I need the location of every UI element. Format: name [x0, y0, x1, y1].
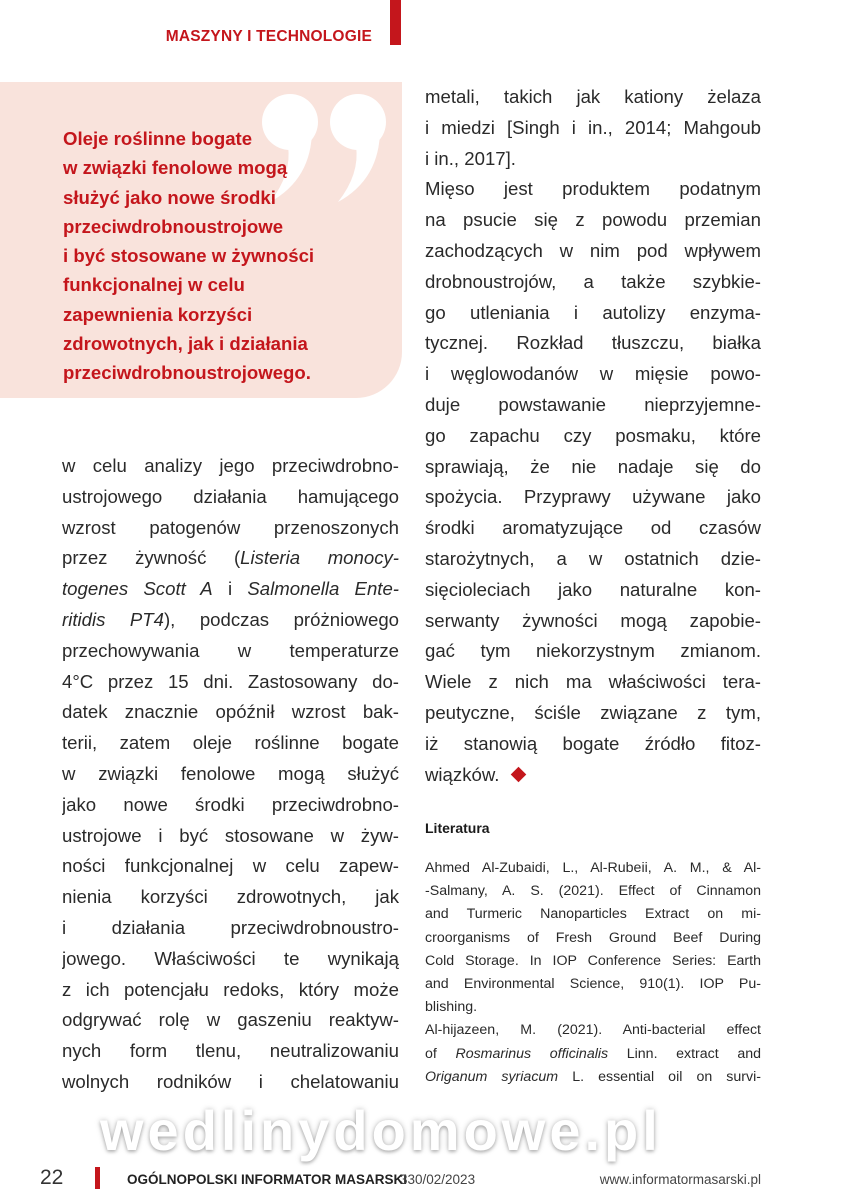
watermark: wedlinydomowe.pl	[100, 1099, 662, 1162]
section-title: MASZYNY I TECHNOLOGIE	[165, 28, 372, 45]
text-segment: metali, takich jak kationy żelaza	[425, 86, 761, 107]
issue-number: 330/02/2023	[400, 1172, 476, 1187]
text-segment: go utleniania i autolizy enzyma-	[425, 301, 761, 323]
text-segment: gać tym niekorzystnym zmianom.	[425, 640, 761, 662]
article-line	[425, 144, 761, 175]
article-line	[425, 729, 761, 760]
pull-quote-line: w związki fenolowe mogą	[63, 157, 288, 179]
article-line	[425, 205, 761, 236]
pull-quote-line: przeciwdrobnoustrojowe	[63, 215, 284, 237]
article-line	[62, 913, 399, 944]
text-segment: nych form tlenu, neutralizowaniu	[62, 1040, 399, 1062]
article-line	[62, 636, 399, 667]
italic-text: Listeria monocy-	[240, 547, 399, 569]
article-line	[425, 267, 761, 298]
text-segment: duje powstawanie nieprzyjemne-	[425, 393, 761, 415]
article-line	[425, 513, 761, 544]
text-segment: L. essential oil on survi-	[558, 1068, 761, 1085]
text-segment: tycznej. Rozkład tłuszczu, białka	[425, 332, 761, 354]
text-segment: serwanty żywności mogą zapobie-	[425, 609, 761, 631]
text-segment: drobnoustrojów, a także szybkie-	[425, 270, 761, 292]
pull-quote-line: funkcjonalnej w celu	[63, 274, 245, 296]
text-segment: i	[212, 578, 248, 600]
pull-quote-line: służyć jako nowe środki	[63, 186, 276, 208]
reference-line	[425, 973, 761, 996]
article-line	[62, 574, 399, 605]
article-line	[62, 482, 399, 513]
article-line	[425, 174, 761, 205]
text-segment: środki aromatyzujące od czasów	[425, 517, 761, 539]
italic-text: Rosmarinus officinalis	[455, 1045, 609, 1062]
article-line	[62, 790, 399, 821]
text-segment: of	[425, 1045, 456, 1062]
text-segment: blishing.	[425, 999, 478, 1016]
text-segment: starożytnych, a w ostatnich dzie-	[425, 547, 761, 569]
text-segment: na psucie się z powodu przemian	[425, 209, 761, 231]
article-line	[425, 390, 761, 421]
text-segment: ustrojowego działania hamującego	[62, 485, 399, 507]
publication-name: OGÓLNOPOLSKI INFORMATOR MASARSKI	[127, 1172, 407, 1187]
article-line	[425, 82, 761, 113]
text-segment: w związki fenolowe mogą służyć	[62, 762, 399, 784]
page-footer	[0, 1166, 843, 1192]
article-line	[425, 544, 761, 575]
text-segment: iż stanowią bogate źródło fitoz-	[425, 732, 761, 754]
header-accent-bar	[390, 0, 401, 45]
article-line	[62, 543, 399, 574]
reference-line	[425, 1066, 761, 1089]
pull-quote-line: przeciwdrobnoustrojowego.	[63, 362, 311, 384]
text-segment: wolnych rodników i chelatowaniu	[62, 1070, 399, 1092]
text-segment: wiązków.	[425, 763, 500, 785]
pull-quote-line: zdrowotnych, jak i działania	[63, 333, 308, 355]
italic-text: ritidis PT4	[62, 608, 164, 630]
article-line	[62, 728, 399, 759]
text-segment: sięcioleciach jako naturalne kon-	[425, 578, 761, 600]
text-segment: go zapachu czy posmaku, które	[425, 424, 761, 446]
article-line	[425, 421, 761, 452]
text-segment: w celu analizy jego przeciwdrobno-	[62, 455, 399, 476]
text-segment: Ahmed Al-Zubaidi, L., Al-Rubeii, A. M., & Al-	[425, 860, 761, 876]
text-segment: Wiele z nich ma właściwości tera-	[425, 671, 761, 693]
pull-quote-line: Oleje roślinne bogate	[63, 128, 253, 149]
text-segment: z ich potencjału redoks, który może	[62, 978, 399, 1000]
article-line	[62, 451, 399, 482]
text-segment: i miedzi [Singh i in., 2014; Mahgoub	[425, 116, 761, 138]
reference-line	[425, 950, 761, 973]
article-column-left	[62, 451, 399, 1098]
pull-quote-text	[63, 124, 398, 388]
pull-quote-line: i być stosowane w żywności	[63, 245, 315, 267]
article-line	[425, 328, 761, 359]
text-segment: przechowywania w temperaturze	[62, 639, 399, 661]
text-segment: i in., 2017].	[425, 147, 516, 169]
article-line	[62, 1036, 399, 1067]
article-line	[62, 944, 399, 975]
text-segment: and Environmental Science, 910(1). IOP Pu-	[425, 975, 761, 992]
reference-line	[425, 903, 761, 926]
text-segment: jowego. Właściwości te wynikają	[62, 947, 399, 969]
text-segment: sprawiają, że nie nadaje się do	[425, 455, 761, 477]
article-line	[425, 452, 761, 483]
article-line	[62, 1005, 399, 1036]
text-segment: croorganisms of Fresh Ground Beef During	[425, 929, 761, 946]
text-segment: peutyczne, ściśle związane z tym,	[425, 701, 761, 723]
text-segment: spożycia. Przyprawy używane jako	[425, 486, 761, 508]
text-segment: nienia korzyści zdrowotnych, jak	[62, 886, 399, 908]
article-line	[62, 667, 399, 698]
text-segment: ), podczas próżniowego	[163, 608, 399, 630]
website-link[interactable]: www.informatormasarski.pl	[599, 1172, 761, 1187]
reference-line	[425, 857, 761, 880]
article-line	[425, 482, 761, 513]
text-segment: Cold Storage. In IOP Conference Series: Earth	[425, 952, 761, 969]
text-segment: i działania przeciwdrobnoustro-	[62, 916, 399, 938]
footer-accent-bar	[95, 1167, 100, 1189]
reference-line	[425, 880, 761, 903]
article-line	[62, 882, 399, 913]
text-segment: i węglowodanów w mięsie powo-	[425, 363, 761, 385]
article-line	[62, 605, 399, 636]
text-segment: Mięso jest produktem podatnym	[425, 178, 761, 200]
page-number: 22	[40, 1166, 64, 1189]
reference-line	[425, 1043, 761, 1066]
article-line	[62, 1067, 399, 1098]
article-line	[425, 606, 761, 637]
text-segment: -Salmany, A. S. (2021). Effect of Cinnamon	[425, 883, 761, 900]
article-line	[62, 975, 399, 1006]
article-line	[425, 359, 761, 390]
article-line	[425, 760, 761, 791]
italic-text: Salmonella Ente-	[247, 578, 399, 600]
article-line	[425, 667, 761, 698]
text-segment: przez żywność (	[62, 547, 241, 569]
italic-text: Origanum syriacum	[425, 1068, 559, 1085]
pull-quote-line: zapewnienia korzyści	[63, 303, 253, 325]
article-line	[425, 636, 761, 667]
text-segment: terii, zatem oleje roślinne bogate	[62, 732, 399, 754]
literature-references	[425, 857, 761, 1089]
text-segment: zachodzących w nim pod wpływem	[425, 239, 761, 261]
article-line	[425, 298, 761, 329]
article-column-right	[425, 82, 761, 790]
article-line	[62, 821, 399, 852]
text-segment: jako nowe środki przeciwdrobno-	[62, 793, 399, 815]
text-segment: ności funkcjonalnej w celu zapew-	[62, 855, 399, 877]
article-line	[425, 236, 761, 267]
text-segment: odgrywać rolę w gaszeniu reaktyw-	[62, 1009, 399, 1031]
text-segment: datek znacznie opóźnił wzrost bak-	[62, 701, 399, 723]
text-segment: and Turmeric Nanoparticles Extract on mi-	[425, 906, 761, 923]
article-line	[62, 851, 399, 882]
literature-heading: Literatura	[425, 820, 490, 836]
article-line	[425, 113, 761, 144]
text-segment: Al-hijazeen, M. (2021). Anti-bacterial effect	[425, 1022, 761, 1039]
reference-line	[425, 1019, 761, 1042]
italic-text: togenes Scott A	[62, 578, 213, 600]
text-segment: Linn. extract and	[608, 1045, 761, 1062]
article-line	[62, 513, 399, 544]
end-of-article-diamond-icon	[511, 766, 527, 782]
reference-line	[425, 927, 761, 950]
text-segment: wzrost patogenów przenoszonych	[62, 516, 399, 538]
article-line	[425, 575, 761, 606]
reference-line	[425, 996, 761, 1019]
text-segment: 4°C przez 15 dni. Zastosowany do-	[62, 670, 399, 692]
article-line	[62, 697, 399, 728]
article-line	[62, 759, 399, 790]
text-segment: ustrojowe i być stosowane w żyw-	[62, 824, 399, 846]
article-line	[425, 698, 761, 729]
